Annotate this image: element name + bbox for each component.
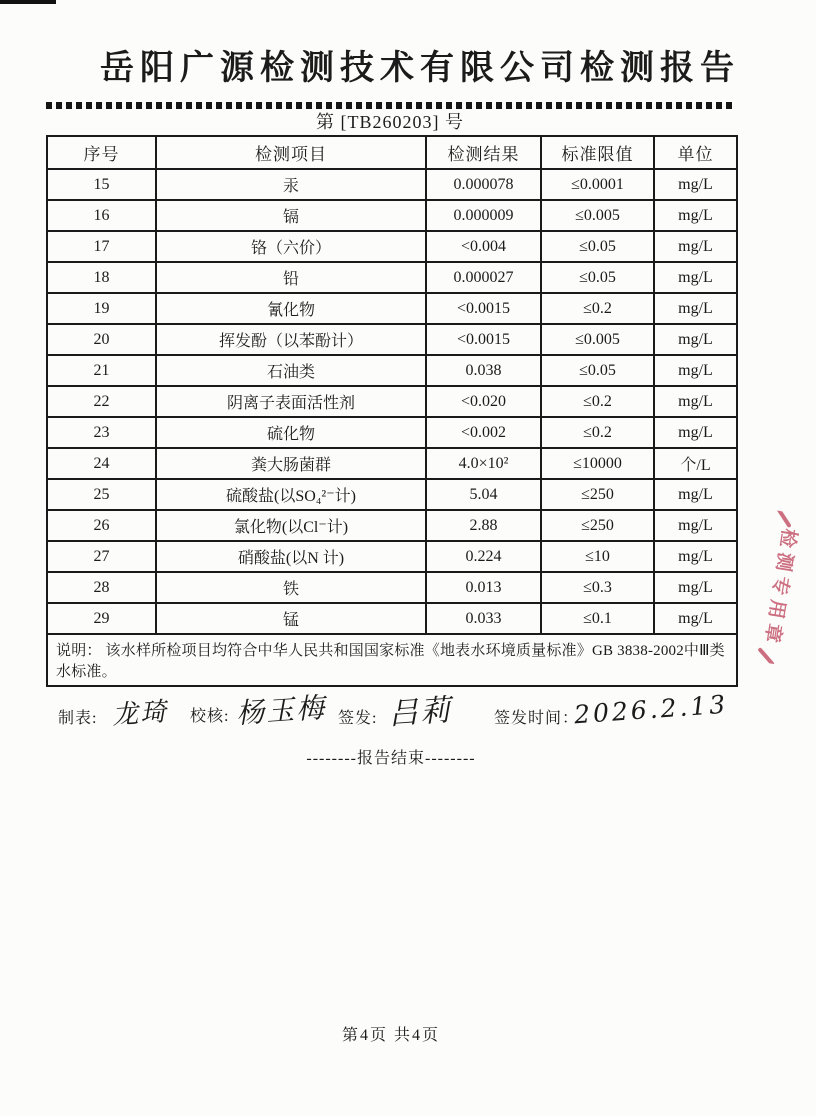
cell-item: 硝酸盐(以N 计) (156, 541, 426, 572)
table-row (47, 231, 737, 262)
table-row (47, 169, 737, 200)
cell-result: 5.04 (426, 479, 541, 510)
cell-no: 20 (47, 324, 156, 355)
cell-result: 2.88 (426, 510, 541, 541)
prepared-by-label: 制表: (58, 710, 98, 727)
checked-by-label: 校核: (190, 708, 230, 725)
cell-result: 0.000009 (426, 200, 541, 231)
cell-unit: mg/L (654, 572, 737, 603)
cell-no: 29 (47, 603, 156, 634)
seal-fragment-text: 检测专用章 (759, 527, 800, 649)
cell-result: <0.0015 (426, 324, 541, 355)
cell-limit: ≤0.005 (541, 324, 654, 355)
cell-result: 0.038 (426, 355, 541, 386)
header-limit: 标准限值 (541, 136, 654, 169)
table-row (47, 262, 737, 293)
note-row (47, 634, 737, 686)
table-row (47, 324, 737, 355)
header-row (47, 136, 737, 169)
note-text: 说明： 该水样所检项目均符合中华人民共和国国家标准《地表水环境质量标准》GB 3838-2002中Ⅲ类水标准。 (47, 634, 737, 686)
results-table-head (47, 136, 737, 169)
cell-unit: mg/L (654, 510, 737, 541)
table-row (47, 355, 737, 386)
cell-no: 24 (47, 448, 156, 479)
issue-time-label: 签发时间： (494, 710, 580, 727)
cell-result: 0.000078 (426, 169, 541, 200)
header-result: 检测结果 (426, 136, 541, 169)
cell-item: 锰 (156, 603, 426, 634)
cell-item: 氰化物 (156, 293, 426, 324)
prepared-by-signature: 龙琦 (111, 697, 170, 731)
cell-result: <0.0015 (426, 293, 541, 324)
cell-unit: mg/L (654, 324, 737, 355)
cell-result: 0.033 (426, 603, 541, 634)
red-seal-fragment (748, 510, 811, 666)
cell-result: 0.224 (426, 541, 541, 572)
cell-no: 28 (47, 572, 156, 603)
cell-result: <0.020 (426, 386, 541, 417)
cell-result: 4.0×10² (426, 448, 541, 479)
cell-item: 粪大肠菌群 (156, 448, 426, 479)
cell-limit: ≤0.05 (541, 231, 654, 262)
scan-corner-mark (0, 0, 56, 4)
results-table (46, 135, 738, 687)
cell-item: 硫酸盐(以SO₄²⁻计) (156, 479, 426, 510)
table-row (47, 448, 737, 479)
cell-no: 15 (47, 169, 156, 200)
table-row (47, 479, 737, 510)
cell-item: 铅 (156, 262, 426, 293)
cell-no: 22 (47, 386, 156, 417)
header-no: 序号 (47, 136, 156, 169)
cell-limit: ≤0.05 (541, 262, 654, 293)
cell-limit: ≤250 (541, 479, 654, 510)
cell-item: 氯化物(以Cl⁻计) (156, 510, 426, 541)
cell-result: <0.002 (426, 417, 541, 448)
cell-no: 19 (47, 293, 156, 324)
cell-no: 18 (47, 262, 156, 293)
table-row (47, 510, 737, 541)
cell-unit: mg/L (654, 417, 737, 448)
issue-time-value: 2026.2.13 (573, 689, 730, 730)
cell-limit: ≤0.2 (541, 386, 654, 417)
cell-limit: ≤0.05 (541, 355, 654, 386)
cell-limit: ≤0.1 (541, 603, 654, 634)
title-dotted-rule (46, 102, 734, 109)
end-of-report-marker: --------报告结束-------- (306, 750, 476, 767)
table-row (47, 603, 737, 634)
cell-item: 硫化物 (156, 417, 426, 448)
results-table-foot (47, 634, 737, 686)
cell-unit: mg/L (654, 541, 737, 572)
header-item: 检测项目 (156, 136, 426, 169)
checked-by-signature: 杨玉梅 (235, 690, 328, 731)
cell-no: 17 (47, 231, 156, 262)
cell-limit: ≤250 (541, 510, 654, 541)
cell-no: 27 (47, 541, 156, 572)
cell-limit: ≤10000 (541, 448, 654, 479)
cell-limit: ≤0.005 (541, 200, 654, 231)
results-table-body (47, 169, 737, 634)
issued-by-label: 签发: (338, 710, 378, 727)
cell-item: 挥发酚（以苯酚计） (156, 324, 426, 355)
cell-result: 0.013 (426, 572, 541, 603)
cell-item: 阴离子表面活性剂 (156, 386, 426, 417)
cell-item: 镉 (156, 200, 426, 231)
table-row (47, 386, 737, 417)
report-number: 第 [TB260203] 号 (316, 112, 464, 132)
cell-limit: ≤0.2 (541, 417, 654, 448)
table-row (47, 572, 737, 603)
cell-item: 铬（六价） (156, 231, 426, 262)
cell-limit: ≤10 (541, 541, 654, 572)
cell-result: <0.004 (426, 231, 541, 262)
seal-stroke-icon (757, 647, 774, 666)
header-unit: 单位 (654, 136, 737, 169)
cell-limit: ≤0.3 (541, 572, 654, 603)
cell-item: 石油类 (156, 355, 426, 386)
cell-unit: mg/L (654, 479, 737, 510)
signature-row (46, 687, 736, 745)
issued-by-signature: 吕莉 (387, 692, 454, 733)
seal-stroke-icon (776, 510, 791, 528)
table-row (47, 293, 737, 324)
cell-limit: ≤0.0001 (541, 169, 654, 200)
cell-no: 21 (47, 355, 156, 386)
cell-unit: mg/L (654, 169, 737, 200)
cell-item: 汞 (156, 169, 426, 200)
cell-limit: ≤0.2 (541, 293, 654, 324)
table-row (47, 541, 737, 572)
page-title: 岳阳广源检测技术有限公司检测报告 (100, 49, 740, 87)
cell-no: 25 (47, 479, 156, 510)
table-row (47, 200, 737, 231)
cell-unit: mg/L (654, 355, 737, 386)
cell-no: 26 (47, 510, 156, 541)
cell-no: 16 (47, 200, 156, 231)
page-number: 第4页 共4页 (341, 1027, 440, 1044)
cell-no: 23 (47, 417, 156, 448)
cell-unit: mg/L (654, 603, 737, 634)
cell-unit: mg/L (654, 386, 737, 417)
cell-unit: mg/L (654, 200, 737, 231)
cell-unit: mg/L (654, 293, 737, 324)
cell-unit: mg/L (654, 262, 737, 293)
cell-unit: 个/L (654, 448, 737, 479)
cell-unit: mg/L (654, 231, 737, 262)
table-row (47, 417, 737, 448)
cell-result: 0.000027 (426, 262, 541, 293)
cell-item: 铁 (156, 572, 426, 603)
